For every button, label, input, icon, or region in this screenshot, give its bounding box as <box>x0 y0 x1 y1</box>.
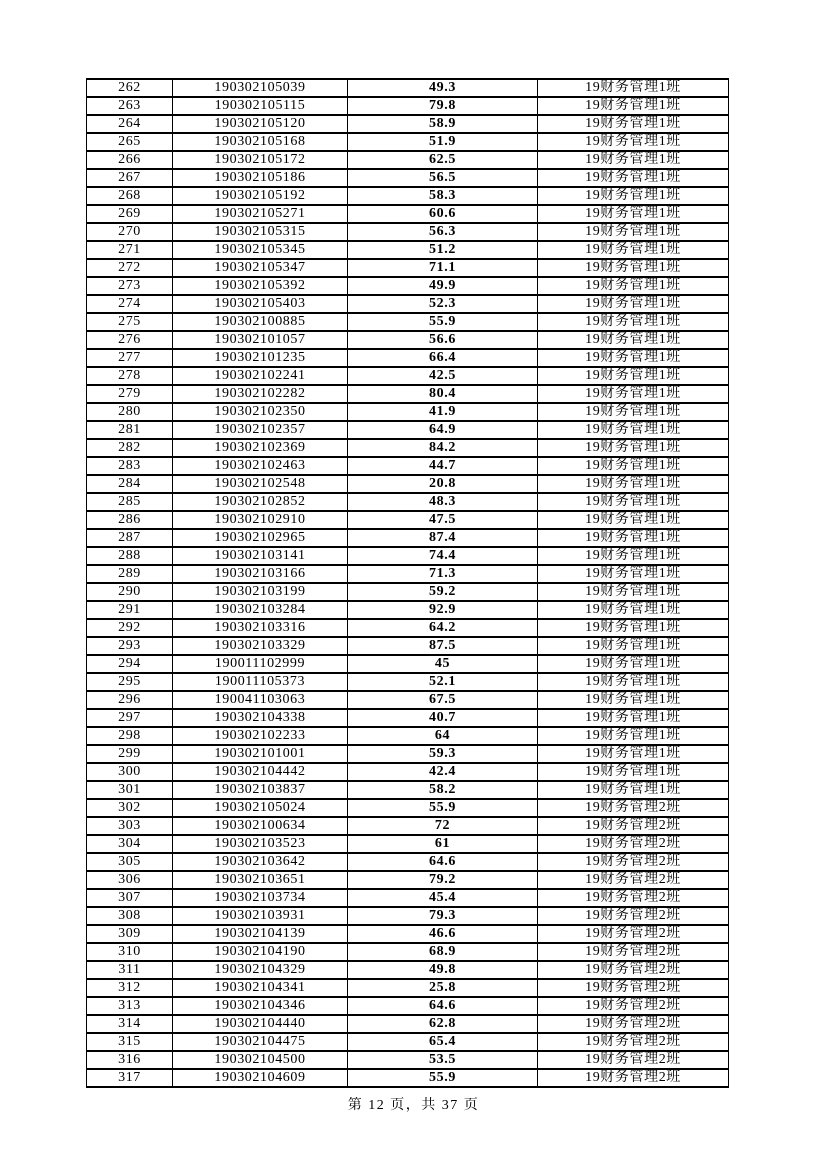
cell-student-id: 190302104338 <box>173 709 348 727</box>
table-row <box>87 925 729 943</box>
cell-score: 55.9 <box>348 313 538 331</box>
table-row <box>87 835 729 853</box>
cell-row-number: 301 <box>87 781 173 799</box>
cell-row-number: 269 <box>87 205 173 223</box>
table-row <box>87 1069 729 1087</box>
cell-class-name: 19财务管理1班 <box>538 331 729 349</box>
cell-score: 40.7 <box>348 709 538 727</box>
table-row <box>87 331 729 349</box>
cell-class-name: 19财务管理1班 <box>538 313 729 331</box>
table-row <box>87 745 729 763</box>
cell-student-id: 190302105186 <box>173 169 348 187</box>
cell-student-id: 190302103199 <box>173 583 348 601</box>
table-row <box>87 943 729 961</box>
table-row <box>87 619 729 637</box>
table-row <box>87 709 729 727</box>
cell-class-name: 19财务管理1班 <box>538 583 729 601</box>
cell-student-id: 190302104609 <box>173 1069 348 1087</box>
cell-student-id: 190302104139 <box>173 925 348 943</box>
cell-student-id: 190302102463 <box>173 457 348 475</box>
cell-row-number: 313 <box>87 997 173 1015</box>
table-row <box>87 385 729 403</box>
table-row <box>87 997 729 1015</box>
table-row <box>87 727 729 745</box>
cell-student-id: 190302102965 <box>173 529 348 547</box>
cell-row-number: 314 <box>87 1015 173 1033</box>
cell-score: 48.3 <box>348 493 538 511</box>
cell-row-number: 315 <box>87 1033 173 1051</box>
cell-class-name: 19财务管理1班 <box>538 709 729 727</box>
table-row <box>87 817 729 835</box>
table-row <box>87 349 729 367</box>
cell-score: 65.4 <box>348 1033 538 1051</box>
cell-score: 49.9 <box>348 277 538 295</box>
cell-student-id: 190302105192 <box>173 187 348 205</box>
table-row <box>87 979 729 997</box>
cell-class-name: 19财务管理1班 <box>538 781 729 799</box>
cell-row-number: 282 <box>87 439 173 457</box>
cell-student-id: 190302105345 <box>173 241 348 259</box>
cell-row-number: 311 <box>87 961 173 979</box>
cell-class-name: 19财务管理2班 <box>538 1015 729 1033</box>
table-row <box>87 547 729 565</box>
cell-student-id: 190302103931 <box>173 907 348 925</box>
table-row <box>87 97 729 115</box>
cell-class-name: 19财务管理1班 <box>538 619 729 637</box>
cell-score: 25.8 <box>348 979 538 997</box>
cell-student-id: 190302103141 <box>173 547 348 565</box>
cell-score: 79.2 <box>348 871 538 889</box>
table-row <box>87 655 729 673</box>
cell-score: 52.1 <box>348 673 538 691</box>
table-row <box>87 781 729 799</box>
cell-row-number: 266 <box>87 151 173 169</box>
cell-student-id: 190302102369 <box>173 439 348 457</box>
cell-row-number: 300 <box>87 763 173 781</box>
cell-student-id: 190302105403 <box>173 295 348 313</box>
table-row <box>87 889 729 907</box>
cell-score: 58.9 <box>348 115 538 133</box>
cell-student-id: 190302104346 <box>173 997 348 1015</box>
cell-row-number: 317 <box>87 1069 173 1087</box>
cell-student-id: 190302102233 <box>173 727 348 745</box>
cell-row-number: 307 <box>87 889 173 907</box>
cell-row-number: 310 <box>87 943 173 961</box>
cell-score: 56.6 <box>348 331 538 349</box>
cell-score: 58.3 <box>348 187 538 205</box>
cell-score: 58.2 <box>348 781 538 799</box>
cell-row-number: 291 <box>87 601 173 619</box>
cell-class-name: 19财务管理1班 <box>538 367 729 385</box>
cell-row-number: 285 <box>87 493 173 511</box>
cell-row-number: 281 <box>87 421 173 439</box>
cell-row-number: 306 <box>87 871 173 889</box>
cell-class-name: 19财务管理2班 <box>538 817 729 835</box>
cell-class-name: 19财务管理1班 <box>538 745 729 763</box>
cell-score: 20.8 <box>348 475 538 493</box>
cell-score: 92.9 <box>348 601 538 619</box>
cell-class-name: 19财务管理1班 <box>538 565 729 583</box>
cell-score: 61 <box>348 835 538 853</box>
cell-student-id: 190302100634 <box>173 817 348 835</box>
cell-student-id: 190302101057 <box>173 331 348 349</box>
table-row <box>87 601 729 619</box>
cell-score: 64.2 <box>348 619 538 637</box>
cell-student-id: 190302104475 <box>173 1033 348 1051</box>
cell-class-name: 19财务管理1班 <box>538 439 729 457</box>
cell-row-number: 284 <box>87 475 173 493</box>
cell-row-number: 268 <box>87 187 173 205</box>
cell-score: 67.5 <box>348 691 538 709</box>
cell-row-number: 286 <box>87 511 173 529</box>
cell-score: 72 <box>348 817 538 835</box>
cell-student-id: 190041103063 <box>173 691 348 709</box>
cell-student-id: 190302102350 <box>173 403 348 421</box>
cell-row-number: 274 <box>87 295 173 313</box>
cell-student-id: 190302103523 <box>173 835 348 853</box>
cell-row-number: 279 <box>87 385 173 403</box>
cell-row-number: 295 <box>87 673 173 691</box>
cell-class-name: 19财务管理2班 <box>538 943 729 961</box>
cell-student-id: 190302105039 <box>173 79 348 97</box>
cell-student-id: 190302105392 <box>173 277 348 295</box>
cell-score: 87.5 <box>348 637 538 655</box>
cell-class-name: 19财务管理2班 <box>538 925 729 943</box>
cell-row-number: 270 <box>87 223 173 241</box>
cell-score: 71.3 <box>348 565 538 583</box>
cell-class-name: 19财务管理1班 <box>538 115 729 133</box>
cell-student-id: 190302101001 <box>173 745 348 763</box>
cell-class-name: 19财务管理2班 <box>538 1051 729 1069</box>
cell-student-id: 190302102357 <box>173 421 348 439</box>
cell-row-number: 267 <box>87 169 173 187</box>
table-row <box>87 691 729 709</box>
cell-student-id: 190302103734 <box>173 889 348 907</box>
cell-class-name: 19财务管理2班 <box>538 835 729 853</box>
table-row <box>87 313 729 331</box>
table-row <box>87 403 729 421</box>
cell-row-number: 287 <box>87 529 173 547</box>
cell-class-name: 19财务管理1班 <box>538 511 729 529</box>
cell-score: 84.2 <box>348 439 538 457</box>
cell-student-id: 190302103837 <box>173 781 348 799</box>
table-row <box>87 187 729 205</box>
cell-row-number: 262 <box>87 79 173 97</box>
cell-class-name: 19财务管理1班 <box>538 259 729 277</box>
page-footer: 第 12 页，共 37 页 <box>347 1098 480 1113</box>
table-row <box>87 871 729 889</box>
cell-student-id: 190302105347 <box>173 259 348 277</box>
cell-class-name: 19财务管理1班 <box>538 457 729 475</box>
cell-score: 87.4 <box>348 529 538 547</box>
cell-student-id: 190302105120 <box>173 115 348 133</box>
cell-score: 42.5 <box>348 367 538 385</box>
table-row <box>87 169 729 187</box>
cell-score: 59.2 <box>348 583 538 601</box>
table-row <box>87 277 729 295</box>
cell-student-id: 190302103651 <box>173 871 348 889</box>
cell-class-name: 19财务管理1班 <box>538 133 729 151</box>
cell-row-number: 305 <box>87 853 173 871</box>
cell-class-name: 19财务管理2班 <box>538 1069 729 1087</box>
cell-class-name: 19财务管理1班 <box>538 493 729 511</box>
cell-student-id: 190302104442 <box>173 763 348 781</box>
cell-class-name: 19财务管理1班 <box>538 241 729 259</box>
table-row <box>87 475 729 493</box>
cell-score: 79.8 <box>348 97 538 115</box>
cell-class-name: 19财务管理1班 <box>538 79 729 97</box>
cell-row-number: 278 <box>87 367 173 385</box>
cell-score: 64.6 <box>348 997 538 1015</box>
cell-score: 64 <box>348 727 538 745</box>
cell-score: 51.2 <box>348 241 538 259</box>
table-row <box>87 907 729 925</box>
table-row <box>87 673 729 691</box>
table-row <box>87 1051 729 1069</box>
cell-row-number: 302 <box>87 799 173 817</box>
cell-student-id: 190302105315 <box>173 223 348 241</box>
table-row <box>87 583 729 601</box>
table-row <box>87 853 729 871</box>
cell-row-number: 316 <box>87 1051 173 1069</box>
cell-student-id: 190302103316 <box>173 619 348 637</box>
cell-class-name: 19财务管理1班 <box>538 295 729 313</box>
cell-row-number: 272 <box>87 259 173 277</box>
cell-score: 42.4 <box>348 763 538 781</box>
cell-student-id: 190302104500 <box>173 1051 348 1069</box>
cell-score: 60.6 <box>348 205 538 223</box>
cell-score: 55.9 <box>348 799 538 817</box>
cell-score: 41.9 <box>348 403 538 421</box>
table-row <box>87 223 729 241</box>
cell-row-number: 312 <box>87 979 173 997</box>
table-row <box>87 763 729 781</box>
table-row <box>87 241 729 259</box>
cell-student-id: 190011105373 <box>173 673 348 691</box>
cell-score: 45.4 <box>348 889 538 907</box>
cell-row-number: 299 <box>87 745 173 763</box>
cell-class-name: 19财务管理1班 <box>538 421 729 439</box>
cell-score: 71.1 <box>348 259 538 277</box>
cell-student-id: 190302101235 <box>173 349 348 367</box>
cell-student-id: 190011102999 <box>173 655 348 673</box>
cell-class-name: 19财务管理1班 <box>538 187 729 205</box>
table-row <box>87 565 729 583</box>
cell-class-name: 19财务管理2班 <box>538 889 729 907</box>
cell-score: 74.4 <box>348 547 538 565</box>
cell-class-name: 19财务管理1班 <box>538 385 729 403</box>
cell-row-number: 309 <box>87 925 173 943</box>
cell-score: 45 <box>348 655 538 673</box>
cell-student-id: 190302100885 <box>173 313 348 331</box>
cell-class-name: 19财务管理1班 <box>538 97 729 115</box>
cell-student-id: 190302105168 <box>173 133 348 151</box>
cell-row-number: 303 <box>87 817 173 835</box>
cell-score: 52.3 <box>348 295 538 313</box>
cell-row-number: 283 <box>87 457 173 475</box>
cell-student-id: 190302102282 <box>173 385 348 403</box>
cell-row-number: 298 <box>87 727 173 745</box>
cell-class-name: 19财务管理2班 <box>538 961 729 979</box>
cell-score: 47.5 <box>348 511 538 529</box>
table-row <box>87 799 729 817</box>
cell-student-id: 190302104440 <box>173 1015 348 1033</box>
cell-score: 79.3 <box>348 907 538 925</box>
cell-row-number: 271 <box>87 241 173 259</box>
cell-class-name: 19财务管理1班 <box>538 673 729 691</box>
cell-student-id: 190302105024 <box>173 799 348 817</box>
cell-row-number: 263 <box>87 97 173 115</box>
cell-score: 80.4 <box>348 385 538 403</box>
cell-class-name: 19财务管理2班 <box>538 853 729 871</box>
cell-score: 64.6 <box>348 853 538 871</box>
cell-student-id: 190302103166 <box>173 565 348 583</box>
cell-row-number: 296 <box>87 691 173 709</box>
cell-score: 56.3 <box>348 223 538 241</box>
cell-class-name: 19财务管理1班 <box>538 403 729 421</box>
score-table-body <box>87 79 729 1087</box>
table-row <box>87 1033 729 1051</box>
cell-class-name: 19财务管理2班 <box>538 997 729 1015</box>
table-row <box>87 115 729 133</box>
cell-score: 56.5 <box>348 169 538 187</box>
cell-student-id: 190302102241 <box>173 367 348 385</box>
cell-student-id: 190302105271 <box>173 205 348 223</box>
table-row <box>87 79 729 97</box>
table-row <box>87 457 729 475</box>
cell-score: 62.8 <box>348 1015 538 1033</box>
cell-score: 62.5 <box>348 151 538 169</box>
cell-student-id: 190302104190 <box>173 943 348 961</box>
cell-class-name: 19财务管理2班 <box>538 907 729 925</box>
cell-row-number: 294 <box>87 655 173 673</box>
cell-row-number: 290 <box>87 583 173 601</box>
cell-student-id: 190302103642 <box>173 853 348 871</box>
table-row <box>87 367 729 385</box>
cell-score: 44.7 <box>348 457 538 475</box>
table-row <box>87 151 729 169</box>
cell-row-number: 280 <box>87 403 173 421</box>
cell-row-number: 288 <box>87 547 173 565</box>
cell-student-id: 190302105115 <box>173 97 348 115</box>
cell-student-id: 190302102910 <box>173 511 348 529</box>
cell-score: 51.9 <box>348 133 538 151</box>
table-row <box>87 295 729 313</box>
cell-class-name: 19财务管理1班 <box>538 223 729 241</box>
cell-class-name: 19财务管理1班 <box>538 547 729 565</box>
cell-class-name: 19财务管理2班 <box>538 871 729 889</box>
cell-class-name: 19财务管理2班 <box>538 1033 729 1051</box>
cell-row-number: 275 <box>87 313 173 331</box>
cell-row-number: 293 <box>87 637 173 655</box>
table-row <box>87 961 729 979</box>
table-row <box>87 205 729 223</box>
cell-student-id: 190302104341 <box>173 979 348 997</box>
table-row <box>87 1015 729 1033</box>
cell-student-id: 190302105172 <box>173 151 348 169</box>
cell-row-number: 277 <box>87 349 173 367</box>
cell-class-name: 19财务管理1班 <box>538 205 729 223</box>
cell-row-number: 292 <box>87 619 173 637</box>
cell-row-number: 264 <box>87 115 173 133</box>
cell-class-name: 19财务管理2班 <box>538 979 729 997</box>
table-row <box>87 439 729 457</box>
cell-class-name: 19财务管理1班 <box>538 637 729 655</box>
cell-score: 46.6 <box>348 925 538 943</box>
cell-class-name: 19财务管理1班 <box>538 601 729 619</box>
cell-class-name: 19财务管理1班 <box>538 169 729 187</box>
table-row <box>87 637 729 655</box>
cell-class-name: 19财务管理1班 <box>538 529 729 547</box>
table-row <box>87 133 729 151</box>
cell-student-id: 190302103329 <box>173 637 348 655</box>
cell-class-name: 19财务管理2班 <box>538 799 729 817</box>
cell-student-id: 190302103284 <box>173 601 348 619</box>
table-row <box>87 259 729 277</box>
cell-row-number: 265 <box>87 133 173 151</box>
cell-class-name: 19财务管理1班 <box>538 151 729 169</box>
cell-class-name: 19财务管理1班 <box>538 763 729 781</box>
cell-row-number: 308 <box>87 907 173 925</box>
table-row <box>87 511 729 529</box>
cell-row-number: 304 <box>87 835 173 853</box>
cell-class-name: 19财务管理1班 <box>538 727 729 745</box>
cell-row-number: 297 <box>87 709 173 727</box>
cell-class-name: 19财务管理1班 <box>538 691 729 709</box>
cell-score: 64.9 <box>348 421 538 439</box>
cell-score: 68.9 <box>348 943 538 961</box>
cell-class-name: 19财务管理1班 <box>538 349 729 367</box>
cell-score: 66.4 <box>348 349 538 367</box>
cell-score: 55.9 <box>348 1069 538 1087</box>
cell-score: 59.3 <box>348 745 538 763</box>
cell-row-number: 276 <box>87 331 173 349</box>
cell-row-number: 273 <box>87 277 173 295</box>
cell-student-id: 190302102852 <box>173 493 348 511</box>
cell-class-name: 19财务管理1班 <box>538 655 729 673</box>
table-row <box>87 493 729 511</box>
cell-score: 53.5 <box>348 1051 538 1069</box>
cell-class-name: 19财务管理1班 <box>538 277 729 295</box>
cell-score: 49.8 <box>348 961 538 979</box>
cell-score: 49.3 <box>348 79 538 97</box>
cell-student-id: 190302104329 <box>173 961 348 979</box>
cell-row-number: 289 <box>87 565 173 583</box>
cell-student-id: 190302102548 <box>173 475 348 493</box>
table-row <box>87 421 729 439</box>
table-row <box>87 529 729 547</box>
cell-class-name: 19财务管理1班 <box>538 475 729 493</box>
score-table <box>86 78 729 1088</box>
